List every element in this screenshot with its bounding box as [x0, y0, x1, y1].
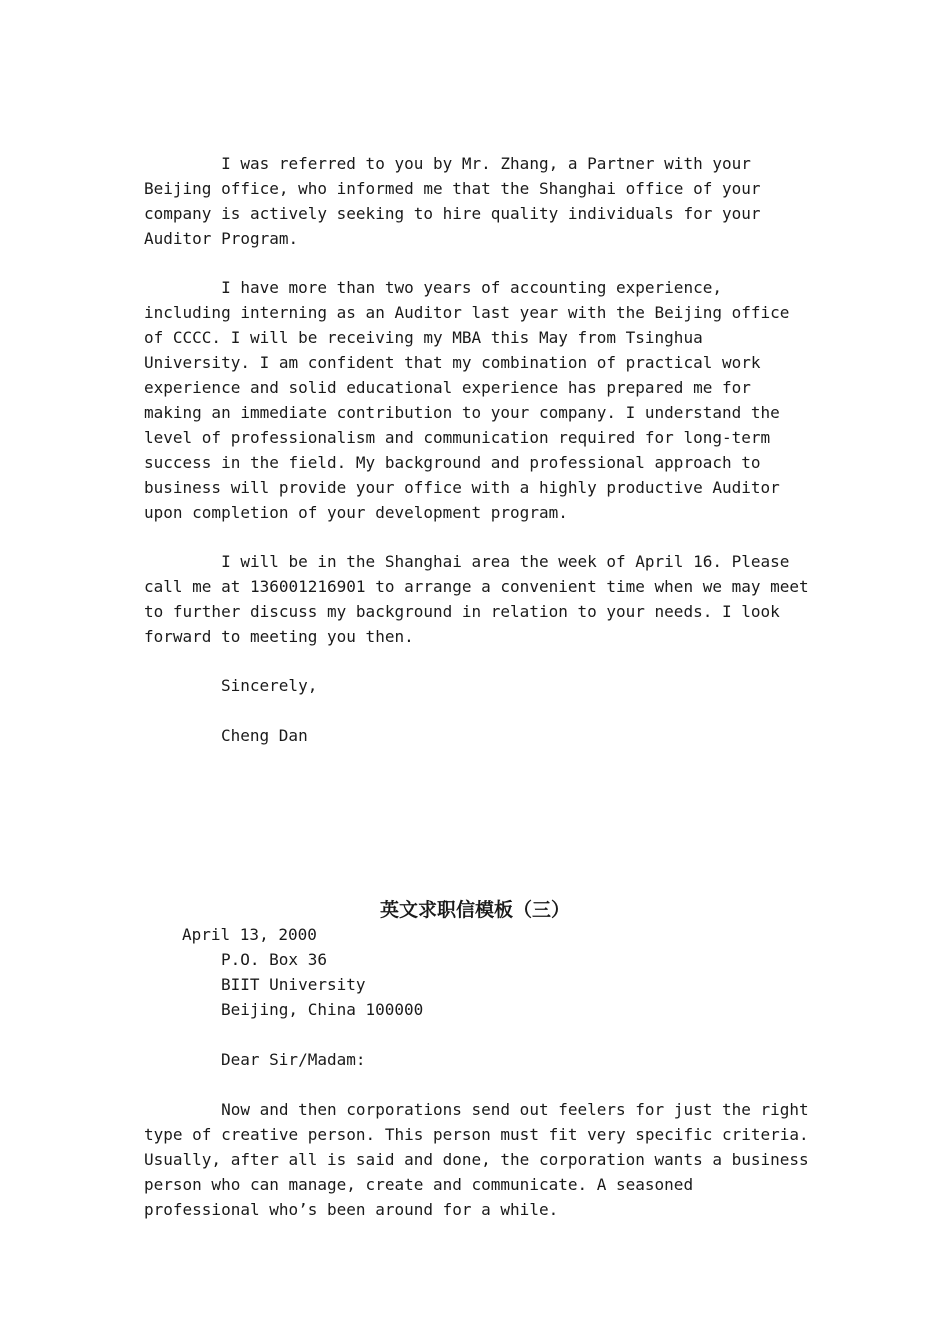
letter2-address-line-1: P.O. Box 36	[221, 950, 327, 969]
letter2-paragraph-intro: Now and then corporations send out feelers for just the right type of creative person. This person must fit very specific criteria. Usually, after all is said and done, the corporation wants a business person who can manage, create and communicate. A seasoned professional who’s been around for a while.	[144, 1100, 809, 1219]
letter2-address-line-3: Beijing, China 100000	[221, 1000, 424, 1019]
template-heading: 英文求职信模板（三）	[379, 899, 570, 921]
letter2-salutation: Dear Sir/Madam:	[221, 1050, 366, 1069]
letter1-paragraph-experience: I have more than two years of accounting experience, including interning as an Auditor last year with the Beijing office of CCCC. I will be receiving my MBA this May from Tsinghua University. I am confident that my combination of practical work experience and solid educational experience has prepared me for making an immediate contribution to your company. I understand the level of professionalism and communication required for long-term success in the field. My background and professional approach to business will provide your office with a highly productive Auditor upon completion of your development program.	[144, 278, 790, 522]
letter1-paragraph-meeting: I will be in the Shanghai area the week of April 16. Please call me at 136001216901 to arrange a convenient time when we may meet to further discuss my background in relation to your needs. I look forward to meeting you then.	[144, 552, 809, 646]
letter1-paragraph-referral: I was referred to you by Mr. Zhang, a Partner with your Beijing office, who informed me that the Shanghai office of your company is actively seeking to hire quality individuals for your Auditor Program.	[144, 154, 761, 248]
letter1-signature: Cheng Dan	[221, 726, 308, 745]
letter2-address-line-2: BIIT University	[221, 975, 366, 994]
letter1-closing: Sincerely,	[221, 676, 318, 695]
letter2-date: April 13, 2000	[182, 925, 317, 944]
